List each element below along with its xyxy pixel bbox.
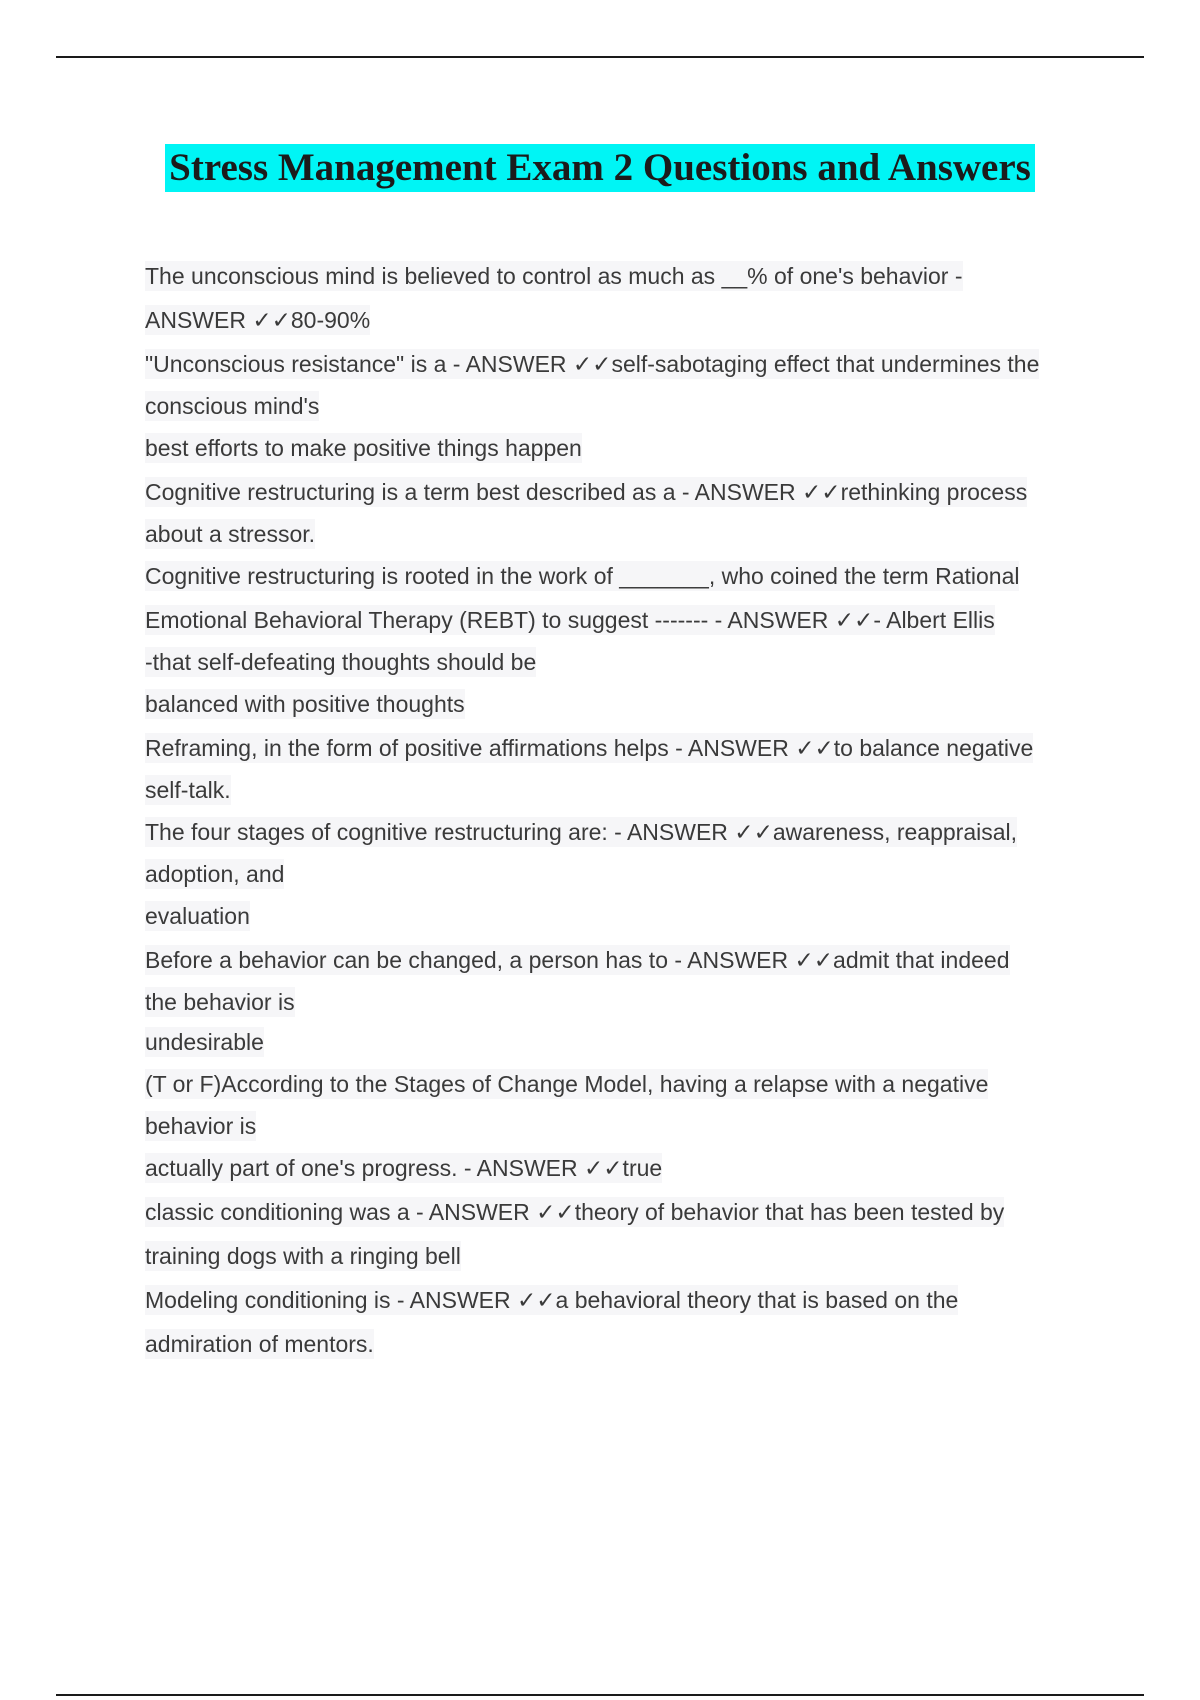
- qa-line: conscious mind's: [145, 393, 320, 419]
- qa-line: self-talk.: [145, 777, 231, 803]
- qa-line: undesirable: [145, 1029, 264, 1055]
- qa-line: evaluation: [145, 903, 250, 929]
- qa-line: The four stages of cognitive restructuring are: - ANSWER ✓✓awareness, reappraisal,: [145, 819, 1018, 845]
- qa-line: about a stressor.: [145, 521, 316, 547]
- qa-list: [145, 254, 1095, 1366]
- top-rule: [56, 56, 1144, 58]
- qa-line: classic conditioning was a - ANSWER ✓✓theory of behavior that has been tested by: [145, 1199, 1005, 1225]
- qa-line: Reframing, in the form of positive affirmations helps - ANSWER ✓✓to balance negative: [145, 735, 1034, 761]
- qa-line: Emotional Behavioral Therapy (REBT) to suggest ------- - ANSWER ✓✓- Albert Ellis: [145, 607, 995, 633]
- title-container: [0, 144, 1200, 192]
- qa-line: Cognitive restructuring is rooted in the work of _______, who coined the term Rational: [145, 563, 1020, 589]
- qa-line: best efforts to make positive things happen: [145, 435, 582, 461]
- qa-line: training dogs with a ringing bell: [145, 1243, 461, 1269]
- qa-line: Modeling conditioning is - ANSWER ✓✓a behavioral theory that is based on the: [145, 1287, 959, 1313]
- qa-line: Before a behavior can be changed, a person has to - ANSWER ✓✓admit that indeed: [145, 947, 1010, 973]
- qa-line: "Unconscious resistance" is a - ANSWER ✓✓self-sabotaging effect that undermines the: [145, 351, 1040, 377]
- qa-line: admiration of mentors.: [145, 1331, 374, 1357]
- qa-line: (T or F)According to the Stages of Change Model, having a relapse with a negative: [145, 1071, 989, 1097]
- qa-line: the behavior is: [145, 989, 295, 1015]
- qa-line: -that self-defeating thoughts should be: [145, 649, 537, 675]
- qa-line: Cognitive restructuring is a term best described as a - ANSWER ✓✓rethinking process: [145, 479, 1028, 505]
- qa-line: balanced with positive thoughts: [145, 691, 465, 717]
- qa-line: behavior is: [145, 1113, 257, 1139]
- qa-line: actually part of one's progress. - ANSWER ✓✓true: [145, 1155, 663, 1181]
- qa-line: ANSWER ✓✓80-90%: [145, 307, 371, 333]
- qa-line: The unconscious mind is believed to control as much as __% of one's behavior -: [145, 263, 963, 289]
- bottom-rule: [56, 1694, 1144, 1696]
- page-title: Stress Management Exam 2 Questions and Answers: [165, 144, 1035, 192]
- qa-line: adoption, and: [145, 861, 285, 887]
